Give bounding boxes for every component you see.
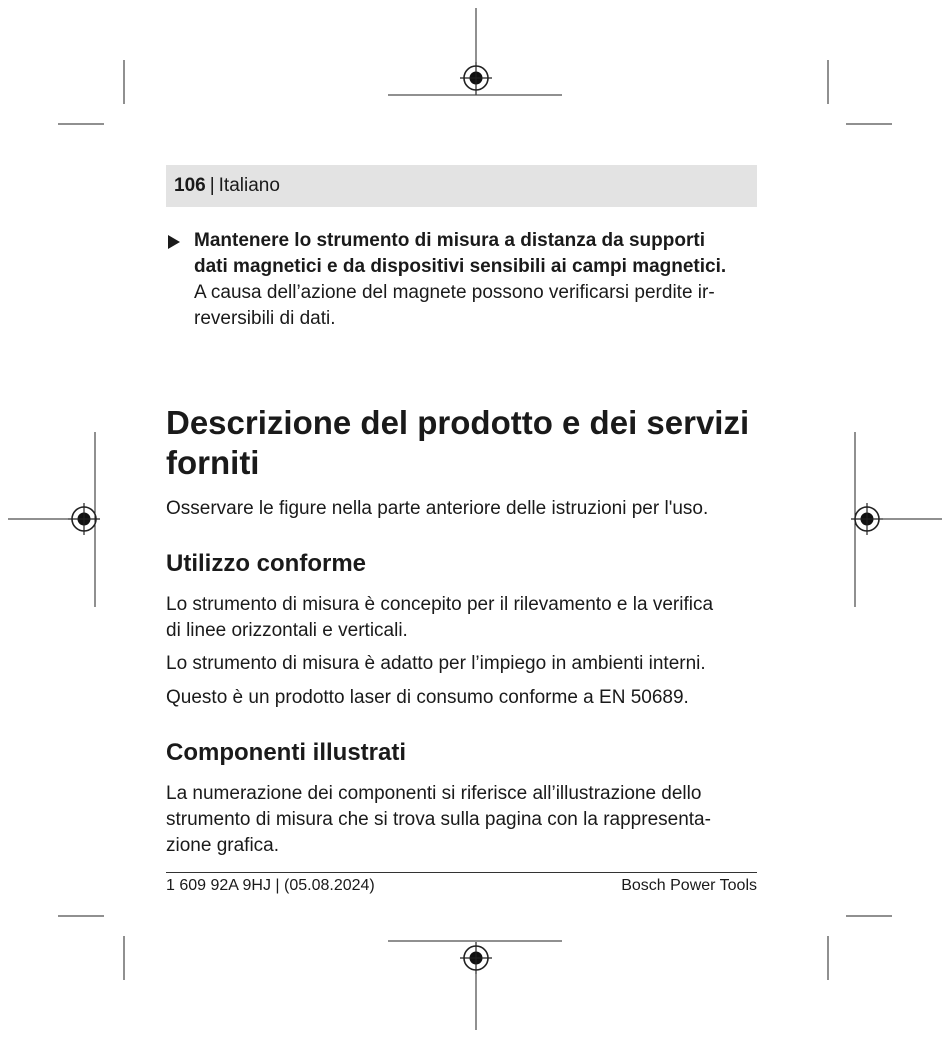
paragraph-line: strumento di misura che si trova sulla pagina con la rappresenta- <box>166 809 711 830</box>
indoor-use-paragraph: Lo strumento di misura è adatto per l’impiego in ambienti interni. <box>166 653 706 674</box>
warning-text-line: A causa dell’azione del magnete possono verificarsi perdite ir- <box>194 282 715 303</box>
footer-divider <box>166 872 757 873</box>
header-separator: | <box>209 175 215 196</box>
paragraph-line: La numerazione dei componenti si riferisce all’illustrazione dello <box>166 783 702 804</box>
section-title <box>166 403 757 483</box>
registration-target-icon <box>460 942 492 974</box>
warning-bold-line: dati magnetici e da dispositivi sensibili ai campi magnetici. <box>194 256 727 277</box>
paragraph-line: Lo strumento di misura è concepito per il rilevamento e la verifica <box>166 594 714 615</box>
section-title-line: Descrizione del prodotto e dei servizi <box>166 404 750 441</box>
footer-brand: Bosch Power Tools <box>621 877 757 894</box>
footer-doc-code: 1 609 92A 9HJ | (05.08.2024) <box>166 877 375 894</box>
section-intro: Osservare le figure nella parte anteriore delle istruzioni per l'uso. <box>166 498 709 519</box>
intended-use-paragraph <box>166 592 757 644</box>
components-paragraph <box>166 781 757 859</box>
section-title-line: forniti <box>166 444 260 481</box>
paragraph-line: zione grafica. <box>166 835 280 856</box>
registration-target-icon <box>851 503 883 535</box>
registration-target-icon <box>460 62 492 94</box>
page-header <box>166 165 757 207</box>
page-number: 106 <box>174 175 206 196</box>
components-heading: Componenti illustrati <box>166 739 406 766</box>
warning-bullet-icon <box>168 235 180 249</box>
intended-use-heading: Utilizzo conforme <box>166 550 367 577</box>
warning-text-line: reversibili di dati. <box>194 308 336 329</box>
laser-class-paragraph: Questo è un prodotto laser di consumo conforme a EN 50689. <box>166 687 689 708</box>
header-language: Italiano <box>218 175 280 196</box>
paragraph-line: di linee orizzontali e verticali. <box>166 620 408 641</box>
page-content <box>166 228 757 856</box>
safety-warning <box>166 228 757 332</box>
warning-bold-line: Mantenere lo strumento di misura a distanza da supporti <box>194 230 705 251</box>
